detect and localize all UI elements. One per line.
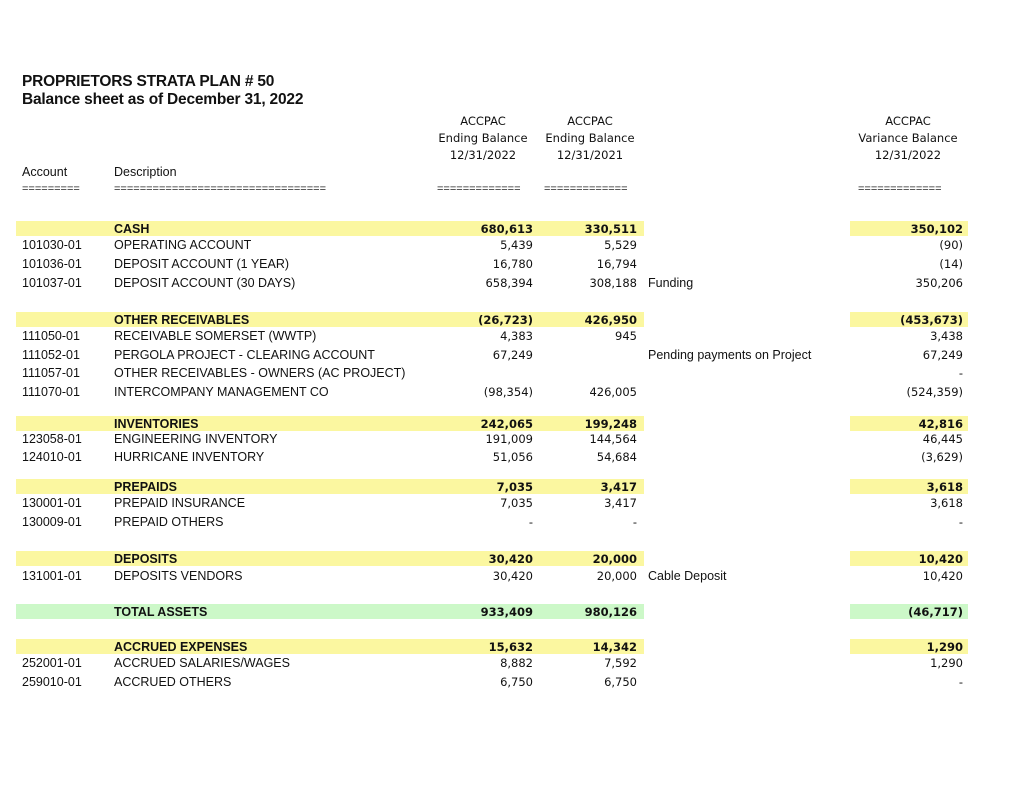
variance-balance: 10,420	[922, 569, 963, 583]
balance-2021: 16,794	[596, 257, 637, 271]
table-row	[0, 364, 1024, 382]
balance-2022: 30,420	[492, 569, 533, 583]
balance-2022: 51,056	[492, 450, 533, 464]
variance-balance: (3,629)	[921, 450, 963, 464]
variance-balance: (14)	[939, 257, 963, 271]
table-row	[0, 236, 1024, 254]
balance-2021: 54,684	[596, 450, 637, 464]
account-description: CASH	[114, 222, 150, 236]
balance-2021: 3,417	[604, 496, 637, 510]
table-row	[0, 567, 1024, 585]
col3-line2: Variance Balance	[858, 131, 958, 145]
table-row	[0, 654, 1024, 672]
table-row	[0, 346, 1024, 364]
separator-account: =========	[22, 183, 80, 195]
column-header-variance	[848, 113, 968, 164]
document-subtitle: Balance sheet as of December 31, 2022	[22, 91, 304, 108]
variance-balance: 10,420	[918, 552, 963, 566]
account-description: PREPAID OTHERS	[114, 515, 224, 529]
account-description: INVENTORIES	[114, 417, 199, 431]
column-header-description: Description	[114, 165, 177, 179]
balance-2021: 308,188	[589, 276, 637, 290]
separator-variance: =============	[858, 183, 942, 195]
balance-2022: 15,632	[488, 640, 533, 654]
row-note: Funding	[648, 276, 694, 290]
account-description: ACCRUED OTHERS	[114, 675, 232, 689]
account-description: ACCRUED EXPENSES	[114, 640, 248, 654]
col1-line2: Ending Balance	[438, 131, 528, 145]
balance-2021: 945	[615, 329, 637, 343]
variance-balance: 350,102	[910, 222, 963, 236]
balance-2022: 4,383	[500, 329, 533, 343]
balance-2021: 5,529	[604, 238, 637, 252]
account-code: 101030-01	[22, 238, 82, 252]
account-code: 111052-01	[22, 348, 80, 362]
account-code: 111050-01	[22, 329, 80, 343]
col3-line1: ACCPAC	[885, 114, 931, 128]
account-description: PERGOLA PROJECT - CLEARING ACCOUNT	[114, 348, 375, 362]
balance-2022: 7,035	[496, 480, 533, 494]
account-description: OTHER RECEIVABLES - OWNERS (AC PROJECT)	[114, 366, 406, 380]
variance-balance: (453,673)	[900, 313, 963, 327]
account-description: ACCRUED SALARIES/WAGES	[114, 656, 290, 670]
col2-line1: ACCPAC	[567, 114, 613, 128]
balance-2021: 199,248	[584, 417, 637, 431]
account-code: 111057-01	[22, 366, 80, 380]
table-row	[0, 274, 1024, 292]
variance-balance: 350,206	[915, 276, 963, 290]
balance-2022: 680,613	[480, 222, 533, 236]
column-header-balance-2021	[535, 113, 645, 164]
variance-balance: 42,816	[918, 417, 963, 431]
balance-2022: 30,420	[488, 552, 533, 566]
balance-2021: 20,000	[596, 569, 637, 583]
account-description: PREPAIDS	[114, 480, 177, 494]
balance-2021: 980,126	[584, 605, 637, 619]
table-row	[0, 383, 1024, 401]
col2-line2: Ending Balance	[545, 131, 635, 145]
balance-2021: 330,511	[584, 222, 637, 236]
table-row	[0, 448, 1024, 466]
balance-2021: 426,005	[589, 385, 637, 399]
variance-balance: 3,438	[930, 329, 963, 343]
account-description: RECEIVABLE SOMERSET (WWTP)	[114, 329, 317, 343]
account-description: DEPOSITS	[114, 552, 178, 566]
table-row	[0, 327, 1024, 345]
account-description: TOTAL ASSETS	[114, 605, 208, 619]
balance-2022: 242,065	[480, 417, 533, 431]
column-header-account: Account	[22, 165, 68, 179]
variance-balance: 1,290	[930, 656, 963, 670]
total-row	[0, 603, 1024, 621]
account-description: OTHER RECEIVABLES	[114, 313, 250, 327]
balance-2021: 7,592	[604, 656, 637, 670]
variance-balance: 67,249	[922, 348, 963, 362]
account-code: 101037-01	[22, 276, 82, 290]
balance-2021: 14,342	[592, 640, 637, 654]
column-header-balance-2022	[428, 113, 538, 164]
account-description: DEPOSITS VENDORS	[114, 569, 243, 583]
balance-2021: 20,000	[592, 552, 637, 566]
account-code: 130009-01	[22, 515, 82, 529]
balance-2022: 16,780	[492, 257, 533, 271]
table-row	[0, 673, 1024, 691]
balance-2021: -	[632, 515, 637, 529]
balance-2022: 8,882	[500, 656, 533, 670]
account-code: 252001-01	[22, 656, 82, 670]
variance-balance: (90)	[939, 238, 963, 252]
separator-balance-2021: =============	[544, 183, 628, 195]
col1-line1: ACCPAC	[460, 114, 506, 128]
col2-line3: 12/31/2021	[556, 148, 624, 162]
variance-balance: (46,717)	[908, 605, 963, 619]
row-note: Pending payments on Project	[648, 348, 812, 362]
account-description: DEPOSIT ACCOUNT (30 DAYS)	[114, 276, 296, 290]
col1-line3: 12/31/2022	[449, 148, 517, 162]
table-row	[0, 255, 1024, 273]
balance-2022: 191,009	[485, 432, 533, 446]
account-code: 124010-01	[22, 450, 82, 464]
separator-description: =================================	[114, 183, 326, 195]
balance-2022: 6,750	[500, 675, 533, 689]
balance-2022: 658,394	[485, 276, 533, 290]
account-code: 130001-01	[22, 496, 82, 510]
account-description: HURRICANE INVENTORY	[114, 450, 265, 464]
table-row	[0, 513, 1024, 531]
section-row	[0, 550, 1024, 568]
table-row	[0, 430, 1024, 448]
balance-2021: 144,564	[589, 432, 637, 446]
balance-2021: 3,417	[600, 480, 637, 494]
balance-2022: (98,354)	[483, 385, 533, 399]
account-description: INTERCOMPANY MANAGEMENT CO	[114, 385, 329, 399]
account-code: 131001-01	[22, 569, 82, 583]
balance-2021: 6,750	[604, 675, 637, 689]
table-row	[0, 494, 1024, 512]
col3-line3: 12/31/2022	[874, 148, 942, 162]
variance-balance: -	[958, 366, 963, 380]
balance-2022: 67,249	[492, 348, 533, 362]
variance-balance: (524,359)	[906, 385, 963, 399]
variance-balance: 46,445	[922, 432, 963, 446]
account-description: DEPOSIT ACCOUNT (1 YEAR)	[114, 257, 290, 271]
account-code: 123058-01	[22, 432, 82, 446]
balance-2022: -	[528, 515, 533, 529]
variance-balance: -	[958, 675, 963, 689]
document-title: PROPRIETORS STRATA PLAN # 50	[22, 73, 275, 90]
variance-balance: -	[958, 515, 963, 529]
account-description: ENGINEERING INVENTORY	[114, 432, 278, 446]
balance-2022: 5,439	[500, 238, 533, 252]
account-description: PREPAID INSURANCE	[114, 496, 246, 510]
balance-2021: 426,950	[584, 313, 637, 327]
row-note: Cable Deposit	[648, 569, 727, 583]
variance-balance: 3,618	[930, 496, 963, 510]
balance-2022: 933,409	[480, 605, 533, 619]
balance-2022: (26,723)	[478, 313, 533, 327]
account-code: 101036-01	[22, 257, 82, 271]
account-code: 111070-01	[22, 385, 80, 399]
variance-balance: 1,290	[926, 640, 963, 654]
balance-2022: 7,035	[500, 496, 533, 510]
variance-balance: 3,618	[926, 480, 963, 494]
account-description: OPERATING ACCOUNT	[114, 238, 252, 252]
account-code: 259010-01	[22, 675, 82, 689]
separator-balance-2022: =============	[437, 183, 521, 195]
